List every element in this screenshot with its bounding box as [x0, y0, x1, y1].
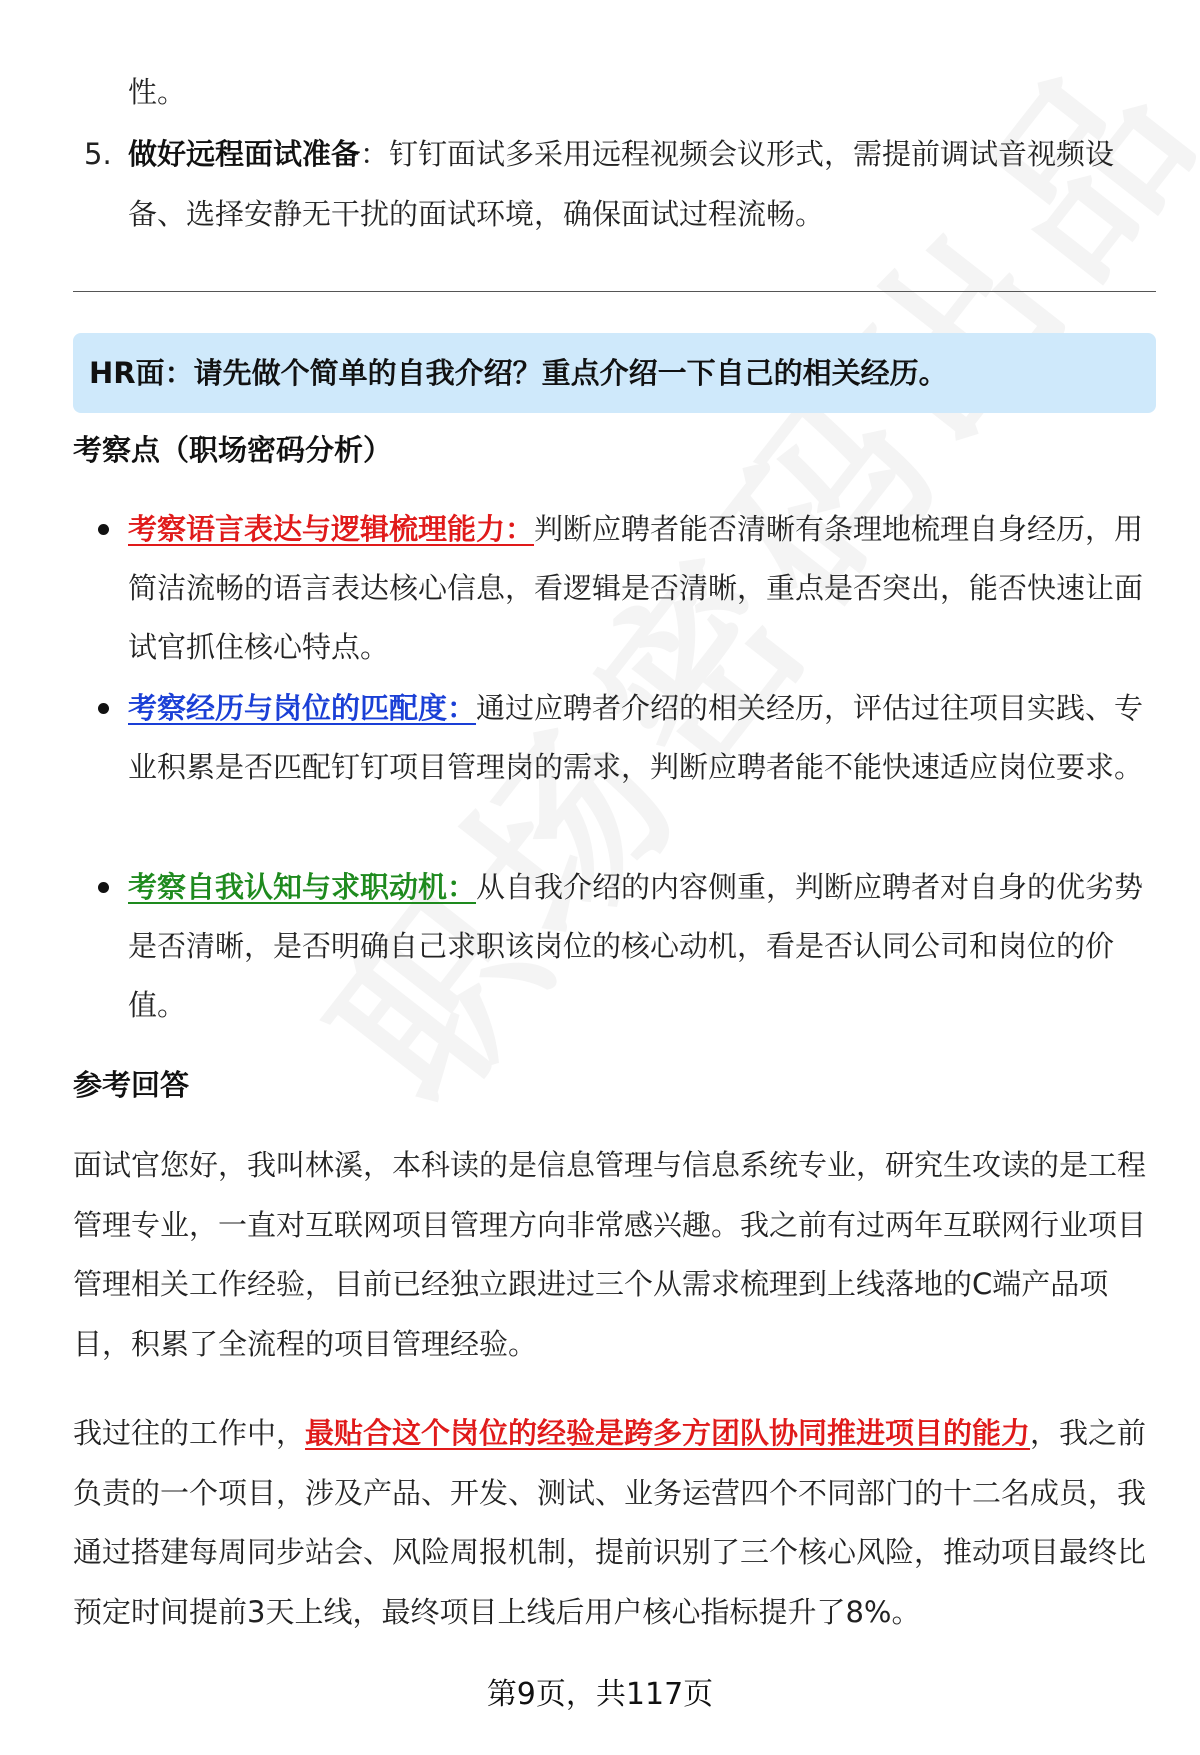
list-item-text	[128, 124, 1148, 244]
analysis-body: 通过应聘者介绍的相关经历，评估过往项目实践、专业积累是否匹配钉钉项目管理岗的需求，判断应聘者能不能快速适应岗位要求。	[128, 691, 1144, 784]
analysis-keyword: 考察经历与岗位的匹配度：	[128, 691, 477, 725]
analysis-keyword: 考察自我认知与求职动机：	[128, 870, 477, 904]
list-item-body: ：钉钉面试多采用远程视频会议形式，需提前调试音视频设备、选择安静无干扰的面试环境，确保面试过程流畅。	[128, 137, 1115, 231]
answer-heading: 参考回答	[73, 1068, 190, 1102]
analysis-point-text	[128, 679, 1148, 797]
analysis-heading: 考察点（职场密码分析）	[73, 433, 393, 467]
list-number: 5.	[84, 137, 112, 171]
analysis-keyword: 考察语言表达与逻辑梳理能力：	[128, 512, 535, 546]
analysis-point-text	[128, 858, 1148, 1035]
page-number: 第9页，共117页	[486, 1677, 714, 1712]
bullet-dot	[98, 703, 109, 714]
question-banner: HR面：请先做个简单的自我介绍？重点介绍一下自己的相关经历。	[73, 333, 1156, 413]
analysis-body: 从自我介绍的内容侧重，判断应聘者对自身的优劣势是否清晰，是否明确自己求职该岗位的核心动机，看是否认同公司和岗位的价值。	[128, 870, 1144, 1022]
answer-prefix: 我过往的工作中，	[73, 1416, 306, 1450]
section-divider	[73, 291, 1156, 292]
analysis-point-text	[128, 500, 1148, 677]
answer-paragraph-1: 面试官您好，我叫林溪，本科读的是信息管理与信息系统专业，研究生攻读的是工程管理专业，一直对互联网项目管理方向非常感兴趣。我之前有过两年互联网行业项目管理相关工作经验，目前已经独立跟进过三个从需求梳理到上线落地的C端产品项目，积累了全流程的项目管理经验。	[73, 1148, 1147, 1361]
bullet-dot	[98, 524, 109, 535]
answer-paragraph-2	[73, 1404, 1148, 1642]
answer-highlight: 最贴合这个岗位的经验是跨多方团队协同推进项目的能力	[305, 1416, 1031, 1450]
answer-suffix: ，我之前负责的一个项目，涉及产品、开发、测试、业务运营四个不同部门的十二名成员，我通过搭建每周同步站会、风险周报机制，提前识别了三个核心风险，推动项目最终比预定时间提前3天上线，最终项目上线后用户核心指标提升了8%。	[73, 1416, 1147, 1629]
list-item-title: 做好远程面试准备	[128, 137, 361, 171]
analysis-body: 判断应聘者能否清晰有条理地梳理自身经历，用简洁流畅的语言表达核心信息，看逻辑是否清晰，重点是否突出，能否快速让面试官抓住核心特点。	[128, 512, 1144, 664]
list-continuation: 性。	[128, 75, 187, 109]
bullet-dot	[98, 882, 109, 893]
